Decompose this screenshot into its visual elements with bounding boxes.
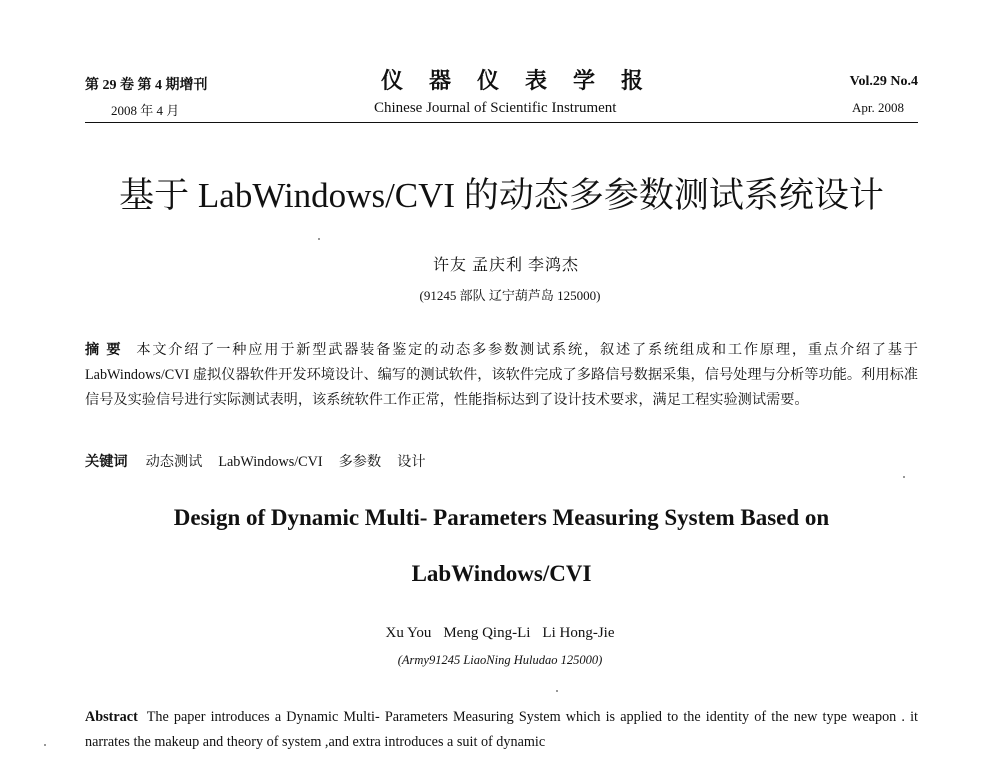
scan-speck [318, 238, 320, 240]
paper-title-cn: 基于 LabWindows/CVI 的动态多参数测试系统设计 [119, 176, 884, 215]
keywords-cn [85, 451, 918, 473]
paper-title-en-line2: LabWindows/CVI [411, 561, 592, 586]
abstract-en-label: Abstract [85, 709, 138, 725]
keywords-cn-label: 关键词 [85, 454, 128, 470]
running-header [85, 58, 918, 124]
abstract-cn-label: 摘 要 [85, 342, 123, 358]
abstract-en [85, 705, 918, 755]
header-rule [85, 122, 918, 123]
affiliation-cn: (91245 部队 辽宁葫芦岛 125000) [419, 288, 601, 303]
author-en: Li Hong-Jie [542, 625, 615, 641]
header-volume-cn: 第 29 卷 第 4 期增刊 [85, 78, 208, 93]
header-date-cn: 2008 年 4 月 [111, 103, 180, 118]
authors-cn: 许友 孟庆利 李鸿杰 [432, 257, 579, 274]
paper-title-en-line1: Design of Dynamic Multi- Parameters Measuring System Based on [173, 505, 830, 530]
keywords-cn-list [146, 454, 442, 470]
keyword-item: 多参数 [338, 454, 382, 470]
header-journal-en: Chinese Journal of Scientific Instrument [374, 100, 617, 116]
keyword-item: 设计 [397, 454, 426, 470]
author-en: Xu You [385, 625, 432, 641]
abstract-cn [85, 338, 918, 413]
abstract-en-text: The paper introduces a Dynamic Multi- Parameters Measuring System which is applied to the identity of the new type weapon . it narrates the makeup and theory of system ,and extra introduces a suit of dynamic [85, 709, 918, 750]
author-en: Meng Qing-Li [443, 625, 531, 641]
scan-speck [44, 744, 46, 746]
affiliation-en: (Army91245 LiaoNing Huludao 125000) [397, 653, 603, 667]
header-volume-en: Vol.29 No.4 [849, 74, 918, 89]
header-date-en: Apr. 2008 [852, 100, 904, 115]
abstract-cn-text: 本文介绍了一种应用于新型武器装备鉴定的动态多参数测试系统，叙述了系统组成和工作原理，重点介绍了基于 LabWindows/CVI 虚拟仪器软件开发环境设计、编写的测试软件，该软件完成了多路信号数据采集，信号处理与分析等功能。利用标准信号及实验信号进行实际测试表明，该系统软件工作正常，性能指标达到了设计技术要求，满足工程实验测试需要。 [85, 342, 918, 408]
header-journal-cn: 仪器仪表学报 [381, 68, 670, 93]
scan-speck [556, 690, 558, 692]
authors-en [0, 625, 1000, 642]
keyword-item: 动态测试 [145, 454, 203, 470]
keyword-item: LabWindows/CVI [218, 454, 323, 470]
scan-speck [903, 476, 905, 478]
